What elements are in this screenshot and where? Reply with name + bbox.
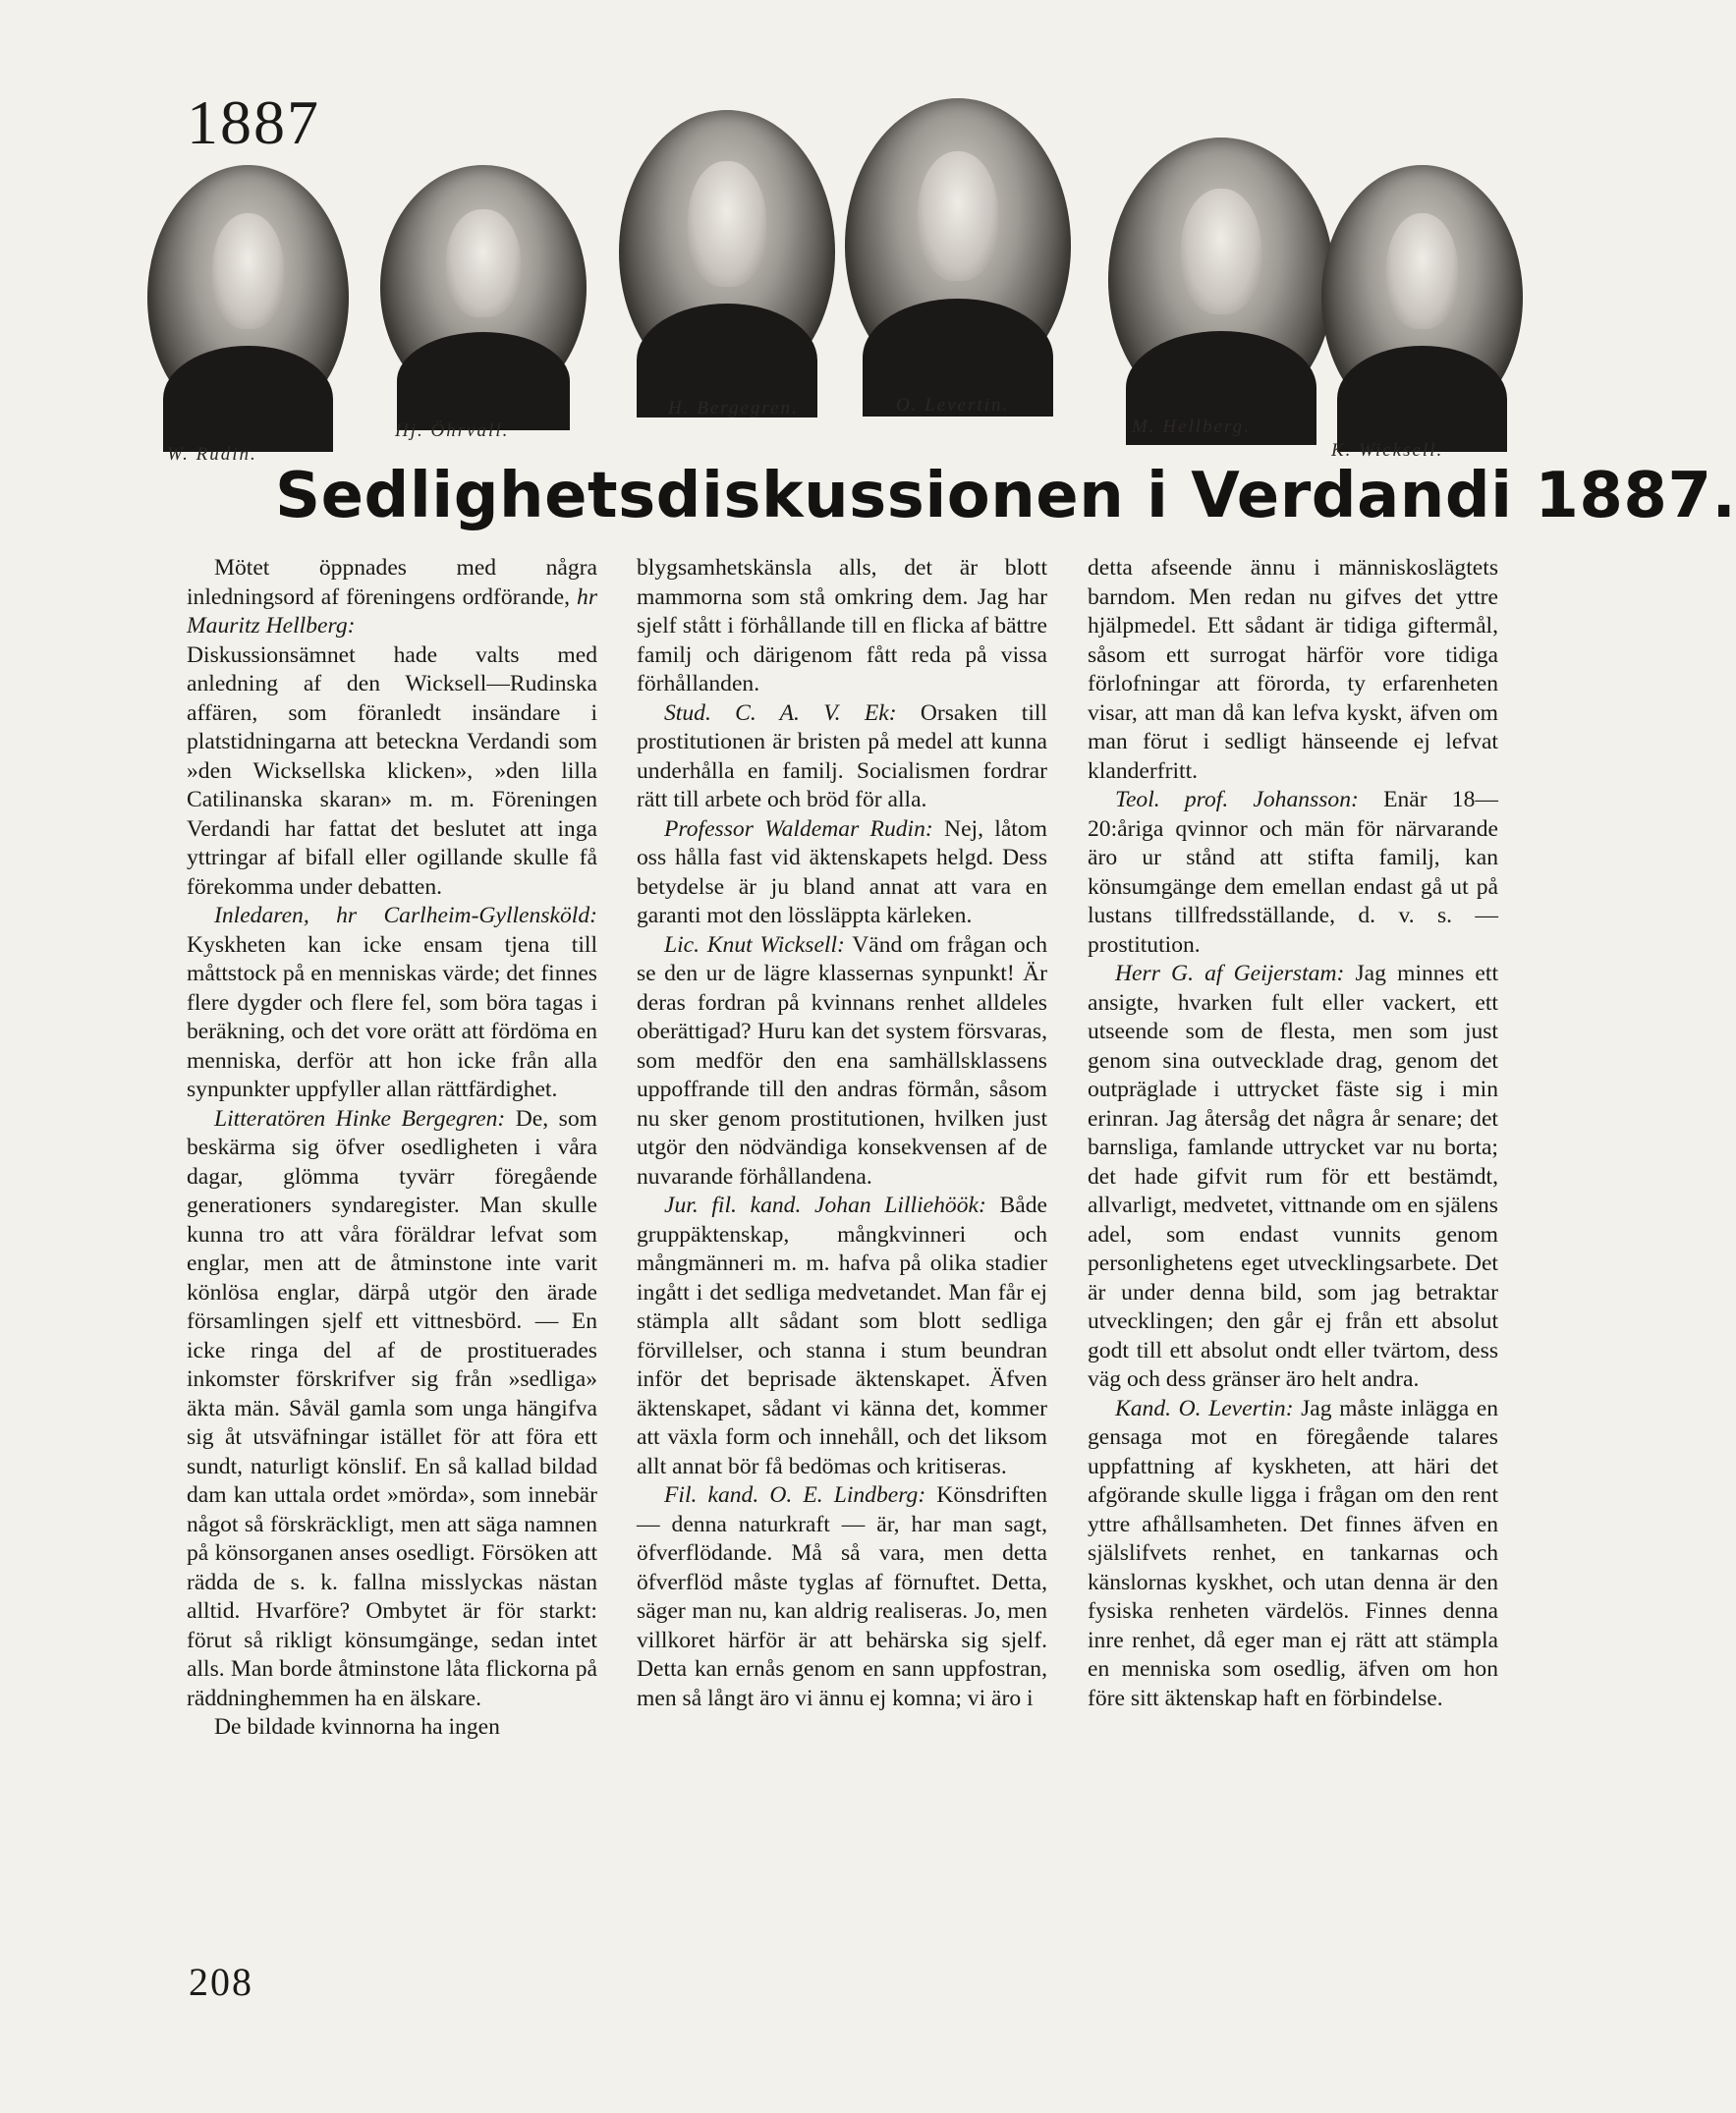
speech-text: Jag minnes ett ansigte, hvarken fult eller vackert, ett utseende som de flesta, men som just genom sina outvecklade drag, genom det outpräglade i uttrycket fäste sig i min erinran. Jag återsåg det några år senare; det barnsliga, famlande uttrycket var nu borta; det hade gifvit rum för ett bestämdt, allvarligt, medvetet, vittnande om en själens adel, som endast vunnits genom personlighetens eget utvecklingsarbete. Det är under denna bild, som jag betraktar utvecklingen; den går ej från ett absolut godt till ett absolut ondt eller tvärtom, dess väg och dess gränser äro helt andra. <box>1088 961 1498 1392</box>
speech-text: Könsdriften — denna naturkraft — är, har man sagt, öfverflödande. Må så vara, men detta öfverflöd måste tyglas af förnuftet. Detta, säger man nu, kan aldrig realiseras. Jo, men villkoret härför är att behärska sig sjelf. Detta kan ernås genom en sann uppfostran, men så långt äro vi ännu ej komna; vi äro i <box>637 1482 1047 1711</box>
caption-hellberg: M. Hellberg. <box>1132 417 1251 437</box>
speech-text: Kyskheten kan icke ensam tjena till måttstock på en menniskas värde; det finnes flere dygder och flere fel, som böra tagas i beräkning, och det vore orätt att fördöma en menniska, derför att hon icke från alla synpunkter uppfyller allan rättfärdighet. <box>187 931 597 1102</box>
speech-text: Nej, låtom oss hålla fast vid äktenskapets helgd. Dess betydelse är ju bland annat att vara en garanti mot den lössläppta kärleken. <box>637 815 1047 928</box>
paragraph <box>1088 960 1498 1395</box>
speech-text: Diskussionsämnet hade valts med anledning af den Wicksell—Rudinska affären, som föranledt insändare i platstidningarna att beteckna Verdandi som »den Wicksellska klicken», »den lilla Catilinanska skaran» m. m. Föreningen Verdandi har fattat det beslutet att inga yttringar af bifall eller ogillande skulle få förekomma under debatten. <box>187 641 597 900</box>
paragraph <box>637 931 1047 1193</box>
speech-text: Orsaken till prostitutionen är bristen på medel att kunna underhålla en familj. Socialismen fordrar rätt till arbete och bröd för alla. <box>637 699 1047 812</box>
year-heading: 1887 <box>187 87 320 157</box>
paragraph <box>187 641 597 903</box>
portrait-hellberg <box>1108 138 1334 422</box>
speaker-name: Litteratören Hinke Bergegren: <box>214 1105 506 1132</box>
portrait-wicksell <box>1321 165 1523 430</box>
portrait-rudin <box>147 165 349 430</box>
paragraph <box>637 1481 1047 1713</box>
speech-text: De, som beskärma sig öfver osedligheten i våra dagar, glömma tyvärr föregående generationers syndaregister. Man skulle kunna tro att våra föräldrar lefvat som englar, men att de åtminstone inte varit könlösa englar, därpå utgör den ärade församlingen sjelf ett vittnesbörd. — En icke ringa del af de prostituerades inkomster förskrifver sig från »sedliga» äkta män. Såväl gamla som unga hängifva sig åt utsväfningar istället för att föra ett sundt, naturligt könslif. En så kallad bildad dam kan uttala ordet »mörda», som innebär något så förskräckligt, men att säga namnen på könsorganen anses osedligt. Försöken att rädda de s. k. fallna misslyckas nästan alltid. Hvarföre? Ombytet är för starkt: förut så rikligt könsumgänge, sedan intet alls. Man borde åtminstone låta flickorna på räddninghemmen ha en älskare. <box>187 1105 597 1711</box>
caption-rudin: W. Rudin. <box>167 444 257 465</box>
portrait-ohrvall <box>380 165 587 411</box>
speaker-name: Professor Waldemar Rudin: <box>664 815 933 842</box>
paragraph-text: De bildade kvinnorna ha ingen <box>214 1714 500 1740</box>
paragraph <box>1088 1395 1498 1714</box>
paragraph-text: blygsamhetskänsla alls, det är blott mammorna som stå omkring dem. Jag har sjelf stått i förhållande till en flicka af bättre familj och därigenom fått reda på vissa förhållanden. <box>637 555 1047 696</box>
speaker-name: Fil. kand. O. E. Lindberg: <box>664 1482 926 1508</box>
speaker-name: Kand. O. Levertin: <box>1115 1395 1294 1421</box>
article-title: Sedlighetsdiskussionen i Verdandi 1887. <box>275 460 1736 532</box>
paragraph-text: detta afseende ännu i människoslägtets barndom. Men redan nu gifves det yttre hjälpmedel. Ett sådant är tidiga giftermål, såsom ett surrogat härför vore tidiga förlofningar att förorda, ty erfarenheten visar, att man då kan lefva kyskt, äfven om man förut i sedligt hänseende ej lefvat klanderfritt. <box>1088 555 1498 784</box>
speaker-name: Teol. prof. Johansson: <box>1115 787 1359 812</box>
speaker-name: Inledaren, hr Carlheim-Gyllensköld: <box>214 903 597 928</box>
paragraph <box>187 1713 597 1743</box>
paragraph <box>187 1105 597 1714</box>
caption-bergegren: H. Bergegren. <box>668 398 799 418</box>
column-2 <box>637 554 1047 1713</box>
speech-text: Jag måste inlägga en gensaga mot en föregående talares uppfattning af kyskheten, att häri det afgörande skulle ligga i frågan om den rent yttre afhållsamheten. Det finnes äfven en själslifvets renhet, en tankarnas och känslornas kyskhet, och utan denna är den fysiska renheten värdelös. Finnes denna inre renhet, då eger man ej rätt att stämpla en menniska som osedlig, äfven om hon före sitt äktenskap haft en förbindelse. <box>1088 1395 1498 1711</box>
speaker-name: Jur. fil. kand. Johan Lilliehöök: <box>664 1193 986 1218</box>
paragraph <box>1088 786 1498 960</box>
paragraph <box>637 699 1047 815</box>
paragraph <box>1088 554 1498 786</box>
paragraph <box>187 554 597 641</box>
caption-wicksell: K. Wicksell. <box>1331 440 1444 461</box>
speech-text: Enär 18—20:åriga qvinnor och män för närvarande äro ur stånd att stifta familj, kan könsumgänge dem emellan endast gå ut på lustans tillfredsställande, d. v. s. — prostitution. <box>1088 787 1498 958</box>
column-1 <box>187 554 597 1743</box>
caption-ohrvall: Hj. Öhrvall. <box>395 420 510 441</box>
speaker-name: Herr G. af Geijerstam: <box>1115 961 1345 986</box>
speaker-name: hr Mauritz Hellberg: <box>187 584 597 639</box>
portrait-bergegren <box>619 110 835 395</box>
caption-levertin: O. Levertin. <box>896 395 1010 416</box>
speaker-name: Lic. Knut Wicksell: <box>664 931 845 958</box>
speech-text: Vänd om frågan och se den ur de lägre klassernas synpunkt! Är deras fordran på kvinnans renhet alldeles oberättigad? Huru kan det system försvaras, som medför den ena samhällsklassens uppoffrande till den andras förmån, såsom nu sker genom prostitutionen, hvilken just utgör den nödvändiga konsekvensen af de nuvarande förhållandena. <box>637 931 1047 1190</box>
paragraph <box>187 902 597 1105</box>
page-number: 208 <box>189 1960 253 2004</box>
speaker-name: Stud. C. A. V. Ek: <box>664 699 897 726</box>
paragraph <box>637 815 1047 931</box>
portrait-levertin <box>845 98 1071 393</box>
speech-text: Både gruppäktenskap, mångkvinneri och mångmänneri m. m. hafva på olika stadier ingått i det sedliga medvetandet. Man får ej stämpla allt sådant som blott sedliga förvillelser, och stanna i stum beundran inför det beprisade äktenskapet. Äfven äktenskapet, sådant vi känna det, kommer att växla form och innehåll, och det liksom allt annat bör få bedömas och kritiseras. <box>637 1193 1047 1479</box>
column-3 <box>1088 554 1498 1713</box>
paragraph <box>637 554 1047 699</box>
paragraph <box>637 1192 1047 1481</box>
paragraph-text: Mötet öppnades med några inledningsord af föreningens ordförande, <box>187 555 597 610</box>
